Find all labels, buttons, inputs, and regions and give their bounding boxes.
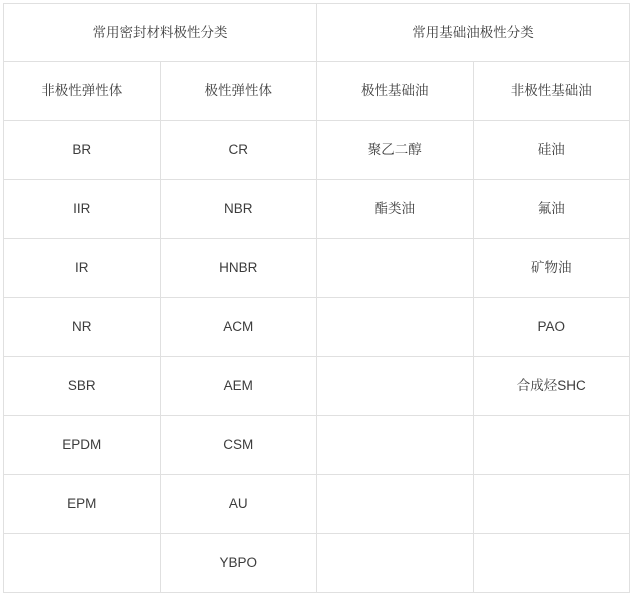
column-header-polar-base-oil: 极性基础油 [317,62,474,121]
cell-polar-base-oil: 酯类油 [317,180,474,239]
group-header-base-oils: 常用基础油极性分类 [317,4,630,62]
group-header-sealing-materials: 常用密封材料极性分类 [4,4,317,62]
table-row [4,180,630,239]
cell-polar-base-oil: 聚乙二醇 [317,121,474,180]
cell-nonpolar-base-oil [473,534,630,593]
cell-polar-elastomer: YBPO [160,534,317,593]
table-row [4,239,630,298]
cell-polar-base-oil [317,534,474,593]
cell-polar-base-oil [317,416,474,475]
column-header-nonpolar-elastomer: 非极性弹性体 [4,62,161,121]
cell-polar-elastomer: HNBR [160,239,317,298]
cell-polar-elastomer: CR [160,121,317,180]
cell-nonpolar-base-oil: 矿物油 [473,239,630,298]
cell-polar-elastomer: AU [160,475,317,534]
table-column-header-row [4,62,630,121]
cell-nonpolar-base-oil: PAO [473,298,630,357]
cell-polar-base-oil [317,357,474,416]
cell-polar-base-oil [317,475,474,534]
column-header-nonpolar-base-oil: 非极性基础油 [473,62,630,121]
cell-polar-base-oil [317,298,474,357]
table-body [4,4,630,593]
cell-nonpolar-base-oil: 合成烃SHC [473,357,630,416]
cell-nonpolar-elastomer: NR [4,298,161,357]
cell-nonpolar-base-oil: 氟油 [473,180,630,239]
cell-nonpolar-base-oil [473,475,630,534]
table-row [4,416,630,475]
cell-nonpolar-elastomer: SBR [4,357,161,416]
cell-nonpolar-elastomer [4,534,161,593]
polarity-classification-table [3,3,630,593]
cell-nonpolar-base-oil [473,416,630,475]
cell-nonpolar-elastomer: EPDM [4,416,161,475]
table-row [4,298,630,357]
table-row [4,534,630,593]
table-group-header-row [4,4,630,62]
table-row [4,475,630,534]
cell-nonpolar-elastomer: BR [4,121,161,180]
cell-polar-base-oil [317,239,474,298]
table-row [4,121,630,180]
cell-polar-elastomer: CSM [160,416,317,475]
cell-polar-elastomer: AEM [160,357,317,416]
cell-nonpolar-elastomer: EPM [4,475,161,534]
column-header-polar-elastomer: 极性弹性体 [160,62,317,121]
cell-nonpolar-elastomer: IIR [4,180,161,239]
cell-nonpolar-base-oil: 硅油 [473,121,630,180]
cell-nonpolar-elastomer: IR [4,239,161,298]
table-row [4,357,630,416]
cell-polar-elastomer: ACM [160,298,317,357]
cell-polar-elastomer: NBR [160,180,317,239]
